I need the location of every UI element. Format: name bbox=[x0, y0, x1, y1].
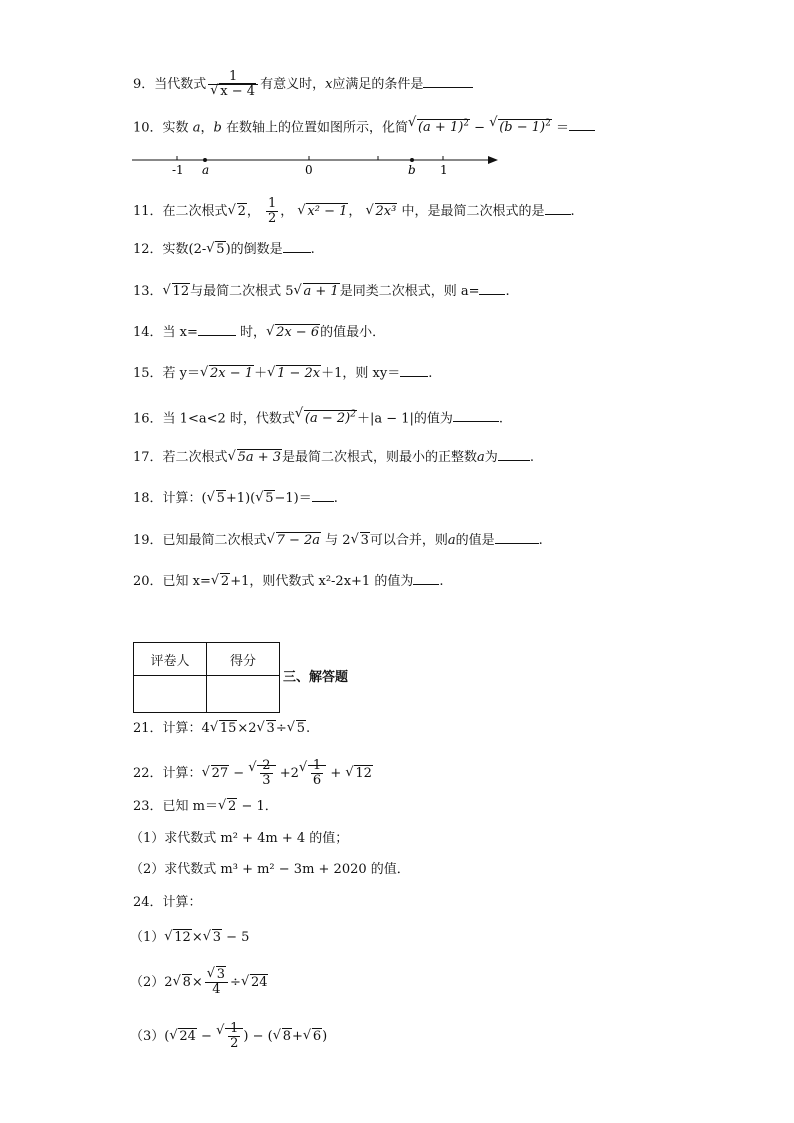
grader-header: 评卷人 bbox=[134, 643, 207, 676]
label-b: b bbox=[408, 163, 416, 177]
answer-blank[interactable] bbox=[198, 321, 236, 336]
question-9: 9．当代数式 1 √ x − 4 有意义时，x应满足的条件是 bbox=[133, 70, 473, 99]
number-line bbox=[130, 150, 510, 180]
answer-blank[interactable] bbox=[423, 73, 473, 88]
answer-blank[interactable] bbox=[400, 362, 428, 377]
answer-blank[interactable] bbox=[453, 407, 499, 422]
answer-blank[interactable] bbox=[569, 116, 595, 131]
answer-blank[interactable] bbox=[495, 529, 539, 544]
question-20: 20．已知 x=√ 2+1，则代数式 x²-2x+1 的值为 . bbox=[133, 570, 443, 592]
question-23-part-2: （2）求代数式 m³ + m² − 3m + 2020 的值． bbox=[130, 862, 410, 877]
answer-blank[interactable] bbox=[283, 238, 311, 253]
point-b bbox=[410, 158, 414, 162]
fraction: 1 √ x − 4 bbox=[208, 70, 258, 99]
question-16: 16．当 1<a<2 时，代数式√ $(a - 2)^2+|a - 1|$的值为 . bbox=[133, 405, 503, 429]
section-title: 三、解答题 bbox=[283, 670, 349, 685]
grader-cell[interactable] bbox=[134, 676, 207, 713]
answer-blank[interactable] bbox=[479, 280, 505, 295]
label-minus-one: -1 bbox=[172, 163, 184, 177]
label-zero: 0 bbox=[305, 163, 313, 177]
question-14: 14．当 x= 时，√ 2x − 6的值最小． bbox=[133, 321, 385, 343]
question-23-part-1: （1）求代数式 m² + 4m + 4 的值； bbox=[130, 831, 349, 846]
score-cell[interactable] bbox=[207, 676, 280, 713]
question-18: 18．计算：(√ 5+1)(√ 5−1)＝ . bbox=[133, 487, 338, 509]
question-19: 19．已知最简二次根式√ 7 − 2a 与 2√ 3可以合并，则a的值是 . bbox=[133, 529, 543, 551]
label-a: a bbox=[202, 163, 210, 177]
question-24-part-3: （3）(√ 24 − √ $\frac{1}{2}$ ) − (√ 8+√ 6) bbox=[130, 1022, 327, 1051]
question-23: 23．已知 m＝√ 2 − 1． bbox=[133, 797, 278, 817]
score-table bbox=[133, 642, 280, 713]
answer-blank[interactable] bbox=[498, 446, 530, 461]
question-17: 17．若二次根式√ 5a + 3是最简二次根式，则最小的正整数a为 . bbox=[133, 446, 534, 468]
answer-blank[interactable] bbox=[413, 570, 439, 585]
question-13: 13．√ 12与最简二次根式 5√ a + 1是同类二次根式，则 a= . bbox=[133, 280, 510, 302]
question-21: 21．计算：4√ 15×2√ 3÷√ 5. bbox=[133, 719, 310, 739]
point-a bbox=[203, 158, 207, 162]
question-22: 22．计算：√ 27 − √ $\frac{2}{3}$ +2 √ $\frac{1}{6}$ + √ 12 bbox=[133, 759, 373, 788]
question-12: 12．实数(2-√ 5)的倒数是 . bbox=[133, 238, 315, 260]
question-15: 15．若 y＝√ 2x − 1＋√ 1 − 2x＋1，则 xy＝ . bbox=[133, 362, 432, 384]
arrow-right-icon bbox=[488, 156, 498, 164]
question-24-part-2: （2）2√ 8× √ $\frac{3}{4}$ ÷√ 24 bbox=[130, 968, 268, 997]
label-one: 1 bbox=[440, 163, 448, 177]
question-24-part-1: （1）√ 12×√ 3 − 5 bbox=[130, 928, 249, 948]
question-10: 10．实数 a，b 在数轴上的位置如图所示，化简√ $(a + 1)^2$ − √ $(b - 1)^2$ ＝ bbox=[133, 114, 595, 138]
answer-blank[interactable] bbox=[312, 487, 334, 502]
score-header: 得分 bbox=[207, 643, 280, 676]
question-11: 11．在二次根式√ 2， $\frac{1}{2}$ ， √ x² − 1， √ 2x³ 中，是最简二次根式的是 . bbox=[133, 197, 575, 226]
answer-blank[interactable] bbox=[545, 200, 571, 215]
question-24: 24．计算： bbox=[133, 895, 202, 910]
